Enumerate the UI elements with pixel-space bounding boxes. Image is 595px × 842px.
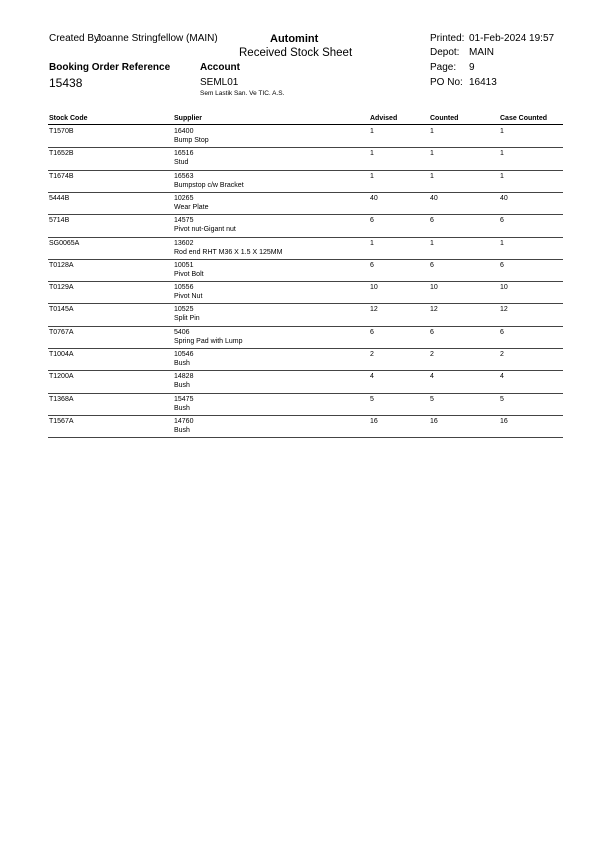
stock-code-cell: T1652B (49, 150, 74, 158)
counted-cell: 1 (430, 150, 434, 158)
stock-code-cell: T0129A (49, 284, 74, 292)
supplier-cell: 16400 (174, 128, 194, 135)
description-cell: Pivot nut-Gigant nut (174, 226, 236, 234)
counted-cell: 6 (430, 328, 434, 336)
counted-cell: 10 (430, 284, 438, 292)
supplier-cell: 10546 (174, 351, 194, 358)
row-rule (48, 281, 563, 282)
row-rule (48, 348, 563, 349)
stock-code-cell: T0128A (49, 261, 74, 269)
row-rule (48, 147, 563, 148)
col-case-counted: Case Counted (500, 115, 548, 122)
counted-cell: 1 (430, 239, 434, 247)
header-rule (48, 124, 563, 125)
supplier-cell: 5406 (174, 328, 190, 336)
description-cell: Spring Pad with Lump (174, 337, 243, 345)
row-rule (48, 259, 563, 260)
case-counted-cell: 2 (500, 351, 504, 358)
stock-code-cell: T1567A (49, 417, 74, 425)
counted-cell: 16 (430, 417, 438, 425)
supplier-cell: 10265 (174, 194, 194, 202)
description-cell: Wear Plate (174, 203, 209, 211)
counted-cell: 6 (430, 261, 434, 269)
case-counted-cell: 6 (500, 328, 504, 336)
advised-cell: 2 (370, 351, 374, 358)
col-supplier: Supplier (174, 115, 203, 122)
description-cell: Stud (174, 159, 189, 167)
supplier-cell: 14760 (174, 417, 194, 425)
col-stock-code: Stock Code (49, 115, 88, 122)
stock-code-cell: 5714B (49, 217, 70, 225)
supplier-cell: 10051 (174, 261, 194, 269)
advised-cell: 4 (370, 373, 374, 381)
supplier-cell: 10556 (174, 284, 194, 292)
advised-cell: 5 (370, 395, 374, 403)
booking-ref-value: 15438 (49, 76, 83, 90)
stock-code-cell: T1368A (49, 395, 74, 403)
page-value: 9 (469, 62, 475, 73)
row-rule (48, 415, 563, 416)
supplier-cell: 14575 (174, 217, 194, 225)
stock-code-cell: T1674B (49, 172, 74, 180)
stock-code-cell: T1200A (49, 373, 74, 381)
sheet-title: Received Stock Sheet (239, 47, 353, 59)
stock-code-cell: SG0065A (49, 239, 80, 247)
advised-cell: 12 (370, 306, 378, 314)
description-cell: Pivot Nut (174, 293, 203, 301)
supplier-cell: 14828 (174, 373, 194, 381)
row-rule (48, 170, 563, 171)
advised-cell: 6 (370, 261, 374, 269)
counted-cell: 40 (430, 194, 438, 202)
created-by-label: Created By: (49, 33, 102, 44)
stock-code-cell: T1004A (49, 351, 74, 358)
row-rule (48, 437, 563, 438)
advised-cell: 6 (370, 217, 374, 225)
description-cell: Bump Stop (174, 137, 209, 144)
row-rule (48, 393, 563, 394)
case-counted-cell: 1 (500, 150, 504, 158)
printed-value: 01-Feb-2024 19:57 (469, 33, 555, 44)
booking-ref-label: Booking Order Reference (49, 62, 171, 73)
description-cell: Bush (174, 426, 190, 434)
created-by-value: Joanne Stringfellow (MAIN) (96, 33, 218, 44)
advised-cell: 1 (370, 239, 374, 247)
row-rule (48, 192, 563, 193)
account-label: Account (200, 62, 240, 73)
account-value: SEML01 (200, 77, 239, 88)
description-cell: Bush (174, 360, 190, 367)
row-rule (48, 326, 563, 327)
row-rule (48, 214, 563, 215)
counted-cell: 12 (430, 306, 438, 314)
case-counted-cell: 6 (500, 217, 504, 225)
depot-label: Depot: (430, 47, 460, 58)
case-counted-cell: 12 (500, 306, 508, 314)
case-counted-cell: 1 (500, 172, 504, 180)
advised-cell: 6 (370, 328, 374, 336)
supplier-cell: 10525 (174, 306, 194, 314)
printed-label: Printed: (430, 33, 465, 44)
depot-value: MAIN (469, 47, 494, 58)
description-cell: Bush (174, 382, 190, 390)
po-label: PO No: (430, 77, 463, 88)
stock-code-cell: 5444B (49, 194, 70, 202)
counted-cell: 1 (430, 172, 434, 180)
stock-code-cell: T1570B (49, 128, 74, 135)
description-cell: Pivot Bolt (174, 270, 204, 278)
advised-cell: 40 (370, 194, 378, 202)
case-counted-cell: 10 (500, 284, 508, 292)
stock-code-cell: T0767A (49, 328, 74, 336)
description-cell: Bush (174, 404, 190, 412)
description-cell: Bumpstop c/w Bracket (174, 181, 244, 189)
case-counted-cell: 5 (500, 395, 504, 403)
counted-cell: 4 (430, 373, 434, 381)
col-counted: Counted (430, 115, 459, 122)
supplier-cell: 16516 (174, 150, 194, 158)
description-cell: Split Pin (174, 315, 200, 323)
advised-cell: 10 (370, 284, 378, 292)
supplier-cell: 16563 (174, 172, 194, 180)
advised-cell: 1 (370, 150, 374, 158)
case-counted-cell: 40 (500, 194, 508, 202)
counted-cell: 2 (430, 351, 434, 358)
case-counted-cell: 16 (500, 417, 508, 425)
counted-cell: 5 (430, 395, 434, 403)
account-name: Sem Lastik San. Ve TIC. A.S. (200, 90, 285, 97)
counted-cell: 1 (430, 128, 434, 135)
advised-cell: 1 (370, 172, 374, 180)
company-name: Automint (270, 33, 319, 45)
case-counted-cell: 4 (500, 373, 504, 381)
po-value: 16413 (469, 77, 497, 88)
supplier-cell: 13602 (174, 239, 194, 247)
description-cell: Rod end RHT M36 X 1.5 X 125MM (174, 248, 283, 256)
row-rule (48, 303, 563, 304)
case-counted-cell: 1 (500, 128, 504, 135)
supplier-cell: 15475 (174, 395, 194, 403)
case-counted-cell: 1 (500, 239, 504, 247)
stock-code-cell: T0145A (49, 306, 74, 314)
col-advised: Advised (370, 115, 398, 122)
advised-cell: 16 (370, 417, 378, 425)
row-rule (48, 237, 563, 238)
case-counted-cell: 6 (500, 261, 504, 269)
page-label: Page: (430, 62, 457, 73)
advised-cell: 1 (370, 128, 374, 135)
row-rule (48, 370, 563, 371)
counted-cell: 6 (430, 217, 434, 225)
